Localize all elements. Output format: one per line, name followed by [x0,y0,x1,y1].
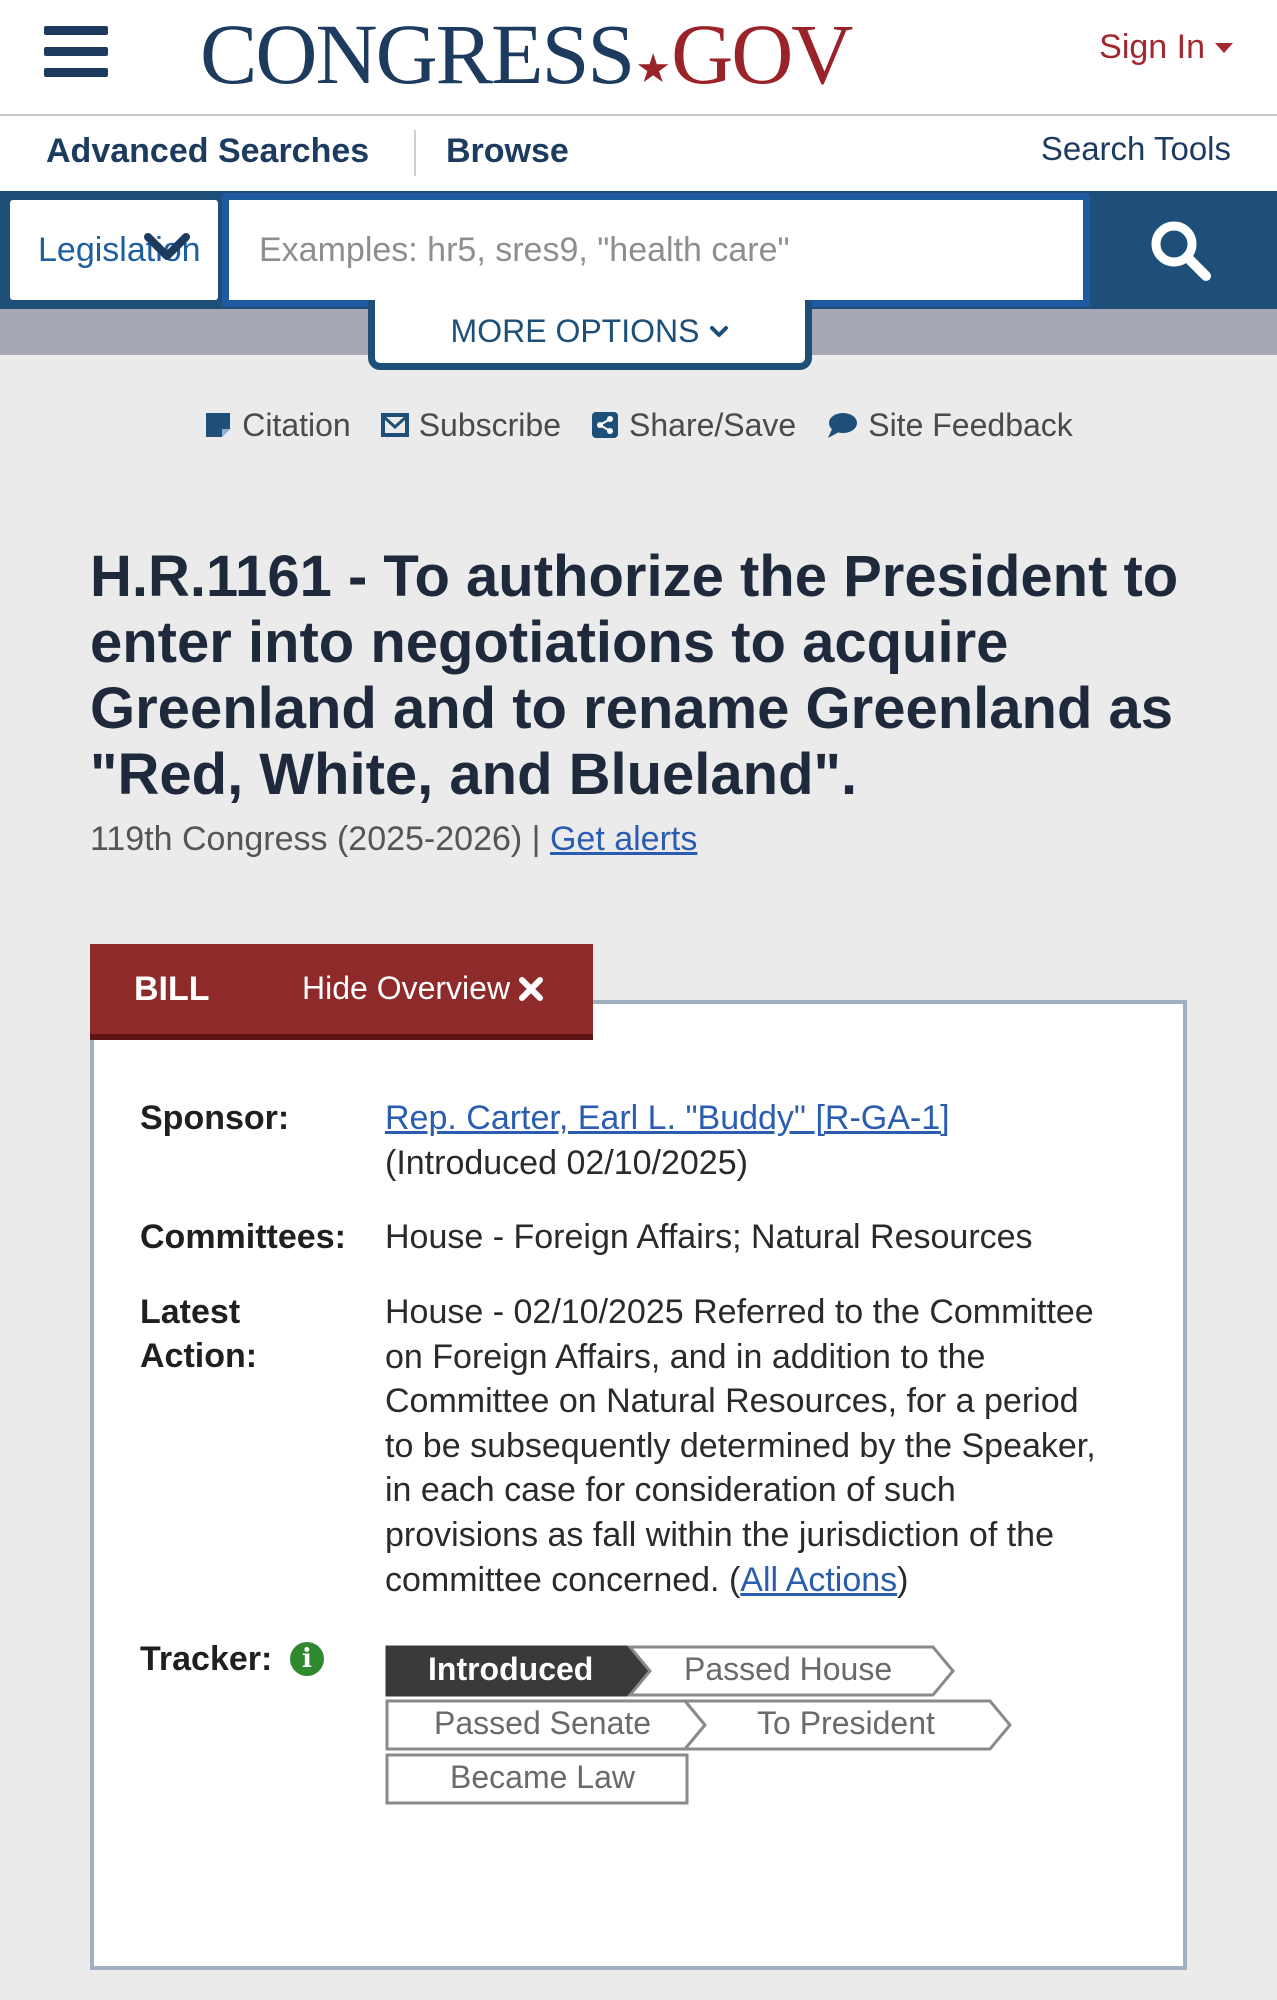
chevron-down-icon [144,232,190,262]
latest-action-value [385,1290,1115,1602]
logo-star-icon: ★ [635,45,670,91]
caret-down-icon [1215,43,1233,53]
congress-session-line [90,820,697,859]
sponsor-link[interactable]: Rep. Carter, Earl L. "Buddy" [R-GA-1] [385,1099,950,1137]
logo-suffix-text: GOV [671,6,852,102]
share-icon [591,411,619,439]
tracker-label: Tracker: [140,1640,273,1678]
sponsor-value [385,1096,1115,1185]
latest-action-label-line1: Latest [140,1293,241,1331]
bill-tab[interactable]: BILL [134,970,210,1008]
info-icon[interactable]: i [290,1642,324,1676]
search-scope-value: Legislation [38,230,201,269]
more-options-button[interactable] [368,300,812,370]
tracker-stage-passed-house: Passed House [684,1651,893,1687]
site-feedback-link[interactable] [826,400,1073,450]
logo-main-text: CONGRESS [200,6,634,102]
nav-divider [414,130,416,176]
latest-action-label-line2: Action: [140,1337,258,1375]
citation-label: Citation [242,406,351,443]
utility-links [0,400,1277,450]
search-button[interactable] [1110,200,1250,300]
citation-icon [204,411,232,439]
sponsor-label: Sponsor: [140,1099,290,1137]
all-actions-link[interactable]: All Actions [740,1560,898,1599]
citation-link[interactable] [204,400,351,450]
subscribe-label: Subscribe [418,406,561,443]
search-tools-link[interactable]: Search Tools [1040,130,1231,167]
all-actions-close: ) [897,1560,909,1599]
sign-in-button[interactable] [1099,28,1233,67]
search-input[interactable] [222,193,1090,307]
tracker-stage-to-president: To President [757,1705,935,1741]
chevron-down-icon [709,325,729,339]
search-scope-select[interactable] [10,200,218,300]
all-actions-open: ( [728,1560,741,1599]
share-save-label: Share/Save [629,406,797,443]
browse-link[interactable]: Browse [446,132,569,170]
search-icon [1148,218,1212,282]
tracker-stage-introduced: Introduced [428,1651,594,1687]
site-feedback-label: Site Feedback [868,406,1073,443]
latest-action-label [140,1290,257,1378]
comment-icon [826,411,858,439]
tracker-stage-passed-senate: Passed Senate [434,1705,652,1741]
latest-action-text: House - 02/10/2025 Referred to the Committee on Foreign Affairs, and in addition to the Committee on Natural Resources, for a period to be subsequently determined by the Speaker, in each case for consideration of such provisions as fall within the jurisdiction of the committee concerned. [385,1293,1096,1599]
get-alerts-link[interactable]: Get alerts [549,820,698,858]
more-options-label: MORE OPTIONS [450,313,700,349]
separator: | [531,820,541,858]
hide-overview-button[interactable] [302,970,544,1007]
congress-gov-logo[interactable] [200,4,910,104]
committees-label: Committees: [140,1218,346,1256]
sponsor-introduced: (Introduced 02/10/2025) [385,1143,748,1182]
subscribe-link[interactable] [381,400,561,450]
envelope-icon [381,412,409,438]
advanced-searches-link[interactable]: Advanced Searches [46,132,370,170]
sign-in-label: Sign In [1099,28,1205,66]
share-save-link[interactable] [591,400,796,450]
hide-overview-label: Hide Overview [302,970,511,1006]
bill-title: H.R.1161 - To authorize the President to enter into negotiations to acquire Greenland and to rename Greenland as "Red, White, and Blueland". [90,544,1179,807]
committees-value: House - Foreign Affairs; Natural Resources [385,1218,1033,1256]
close-icon [518,976,544,1002]
site-header [0,0,1277,114]
overview-tab-bar [90,944,593,1040]
menu-icon[interactable] [44,26,108,78]
main-nav [0,116,1277,191]
congress-session: 119th Congress (2025-2026) [90,820,523,858]
tracker-stage-became-law: Became Law [450,1759,635,1795]
